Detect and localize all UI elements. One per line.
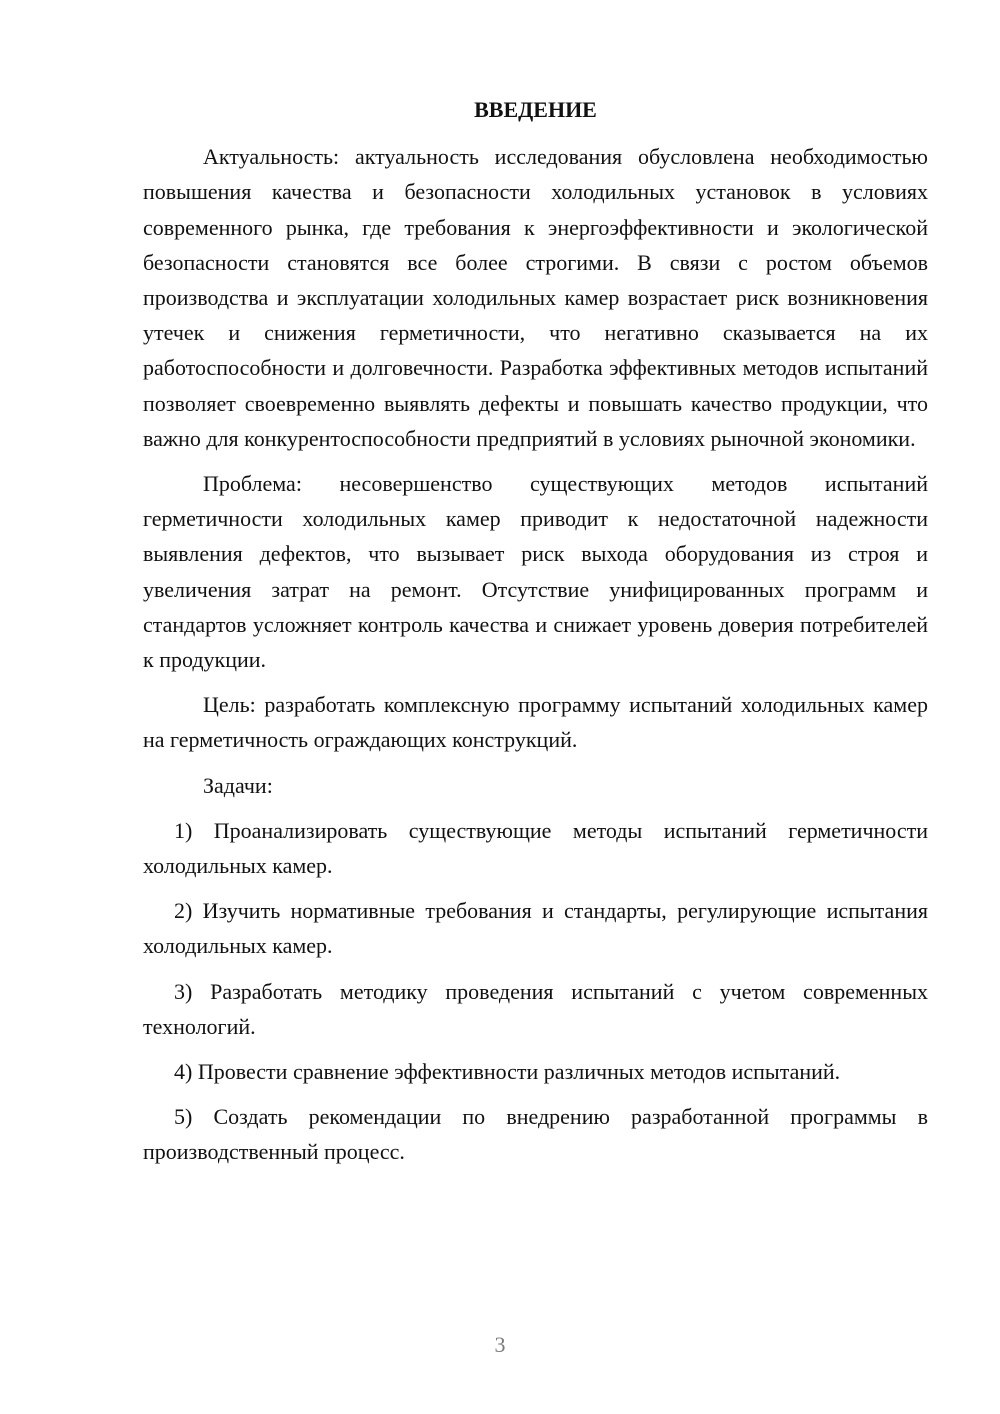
task-item: 3) Разработать методику проведения испытаний с учетом современных технологий. [143, 978, 928, 1039]
tasks-heading: Задачи: [203, 772, 273, 798]
relevance-paragraph: Актуальность: актуальность исследования обусловлена необходимостью повышения качества и безопасности холодильных установок в условиях современного рынка, где требования к энергоэффективности и экологической безопасности становятся все более строгими. В связи с ростом объемов производства и эксплуатации холодильных камер возрастает риск возникновения утечек и снижения герметичности, что негативно сказывается на их работоспособности и долговечности. Разработка эффективных методов испытаний позволяет своевременно выявлять дефекты и повышать качество продукции, что важно для конкурентоспособности предприятий в условиях рыночной экономики. [143, 144, 928, 451]
task-item: 2) Изучить нормативные требования и стандарты, регулирующие испытания холодильных камер. [143, 898, 928, 959]
document-page [143, 92, 928, 1180]
problem-paragraph: Проблема: несовершенство существующих методов испытаний герметичности холодильных камер приводит к недостаточной надежности выявления дефектов, что вызывает риск выхода оборудования из строя и увеличения затрат на ремонт. Отсутствие унифицированных программ и стандартов усложняет контроль качества и снижает уровень доверия потребителей к продукции. [143, 471, 928, 673]
page-title: ВВЕДЕНИЕ [474, 97, 597, 122]
task-item: 5) Создать рекомендации по внедрению разработанной программы в производственный процесс. [143, 1104, 928, 1165]
page-number: 3 [494, 1332, 506, 1357]
task-item: 4) Провести сравнение эффективности различных методов испытаний. [174, 1059, 841, 1085]
task-item: 1) Проанализировать существующие методы испытаний герметичности холодильных камер. [143, 817, 928, 879]
goal-paragraph: Цель: разработать комплексную программу испытаний холодильных камер на герметичность ограждающих конструкций. [143, 692, 928, 753]
